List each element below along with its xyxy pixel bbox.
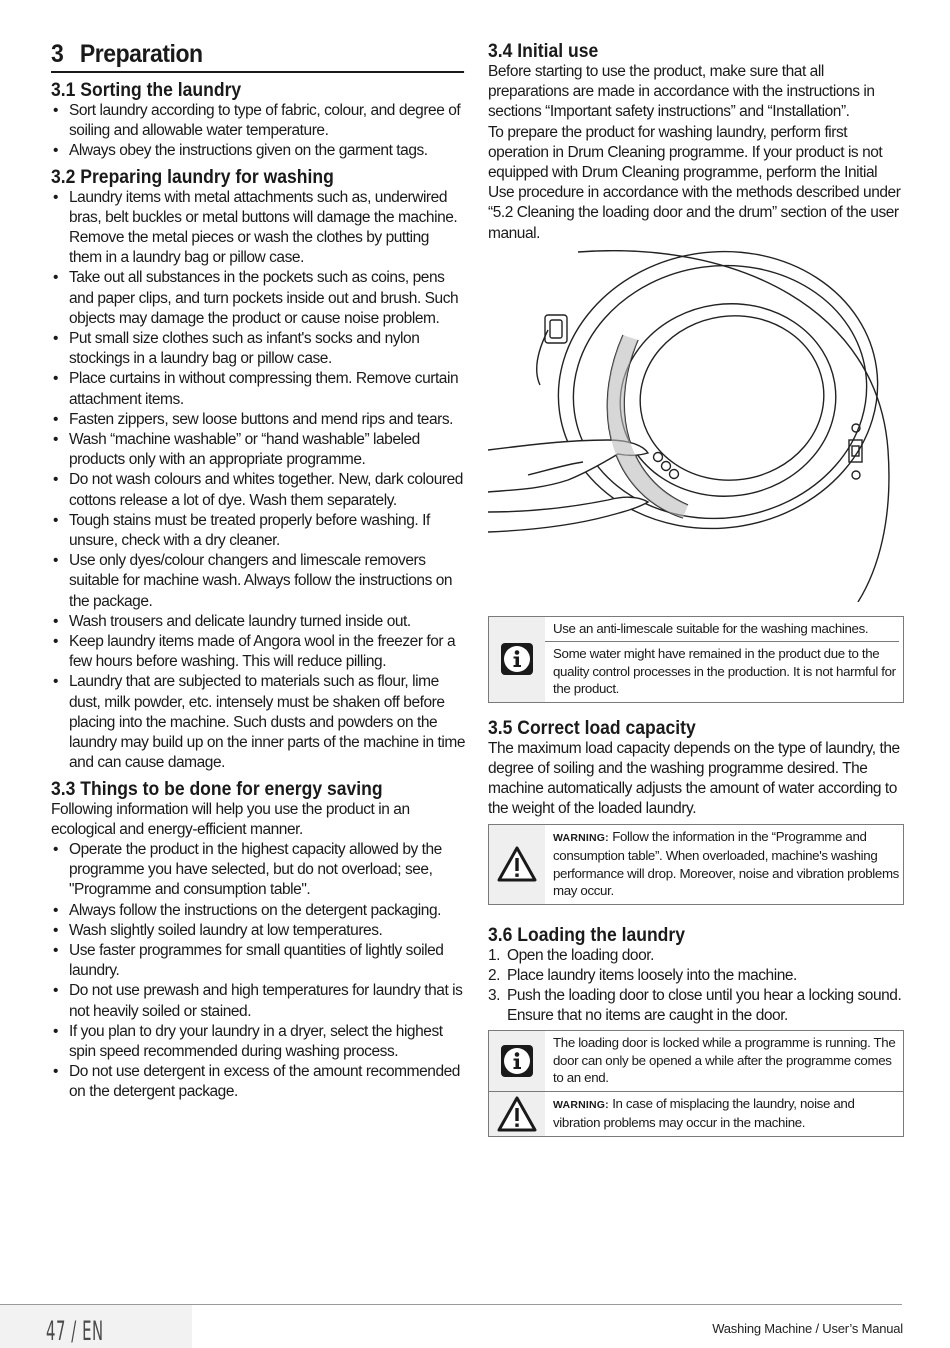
list-item: • Always obey the instructions given on the garment tags.: [51, 141, 465, 161]
chapter-heading: [51, 40, 464, 73]
list-item: • Put small size clothes such as infant's socks and nylon stockings in a laundry bag or pillow case.: [51, 329, 465, 369]
list-item: • Laundry items with metal attachments such as, underwired bras, belt buckles or metal buttons will damage the machine. Remove the metal pieces or wash the clothes by putting them in a laundry bag or pillow case.: [51, 188, 465, 269]
step-item: [488, 986, 904, 1026]
list-item: • Wash trousers and delicate laundry turned inside out.: [51, 612, 465, 632]
list-item: • Always follow the instructions on the detergent packaging.: [51, 901, 465, 921]
warning-box-loading: [488, 1091, 904, 1137]
info-note-1: Use an anti-limescale suitable for the washing machines.: [553, 620, 869, 636]
list-item: • Do not wash colours and whites together. New, dark coloured cottons release a lot of dye. Wash them separately.: [51, 470, 465, 510]
info-note-box: [488, 616, 904, 703]
step-item: [488, 946, 904, 966]
chapter-number: 3: [51, 40, 64, 68]
section-3-2-title: 3.2 Preparing laundry for washing: [51, 165, 334, 188]
section-3-1-list: [51, 101, 465, 162]
section-3-3-intro: Following information will help you use the product in an ecological and energy-efficient manner.: [51, 800, 410, 838]
section-3-3-list: [51, 840, 465, 1103]
list-item: • Wash slightly soiled laundry at low temperatures.: [51, 921, 465, 941]
left-column: [51, 40, 465, 1103]
chapter-title: Preparation: [79, 40, 203, 68]
list-item: • Do not use prewash and high temperatures for laundry that is not heavily soiled or stained.: [51, 981, 465, 1021]
section-3-6-steps: [488, 946, 904, 1027]
section-3-4-para-2: To prepare the product for washing laundry, perform first operation in Drum Cleaning programme. If your product is not equipped with Drum Cleaning programme, perform the Initial Use procedure in accordance with the methods described under “5.2 Cleaning the loading door and the drum” section of the user manual.: [488, 123, 901, 242]
list-item: • Do not use detergent in excess of the amount recommended on the detergent package.: [51, 1062, 465, 1102]
warning-icon: [497, 846, 537, 882]
info-icon-cell: [489, 1031, 545, 1091]
washing-machine-door-illustration: [488, 250, 904, 602]
warning-label: WARNING:: [553, 1098, 609, 1111]
step-text: Open the loading door.: [507, 946, 654, 964]
warning-icon-cell: [489, 825, 545, 904]
door-illustration-svg: [488, 250, 904, 602]
warning-icon-cell: [489, 1092, 545, 1136]
step-item: [488, 966, 904, 986]
section-3-3-title: 3.3 Things to be done for energy saving: [51, 777, 383, 800]
section-3-4-para-1: Before starting to use the product, make sure that all preparations are made in accordance with the instructions in sections “Important safety instructions” and “Installation”.: [488, 63, 875, 121]
step-number: 2.: [488, 966, 501, 984]
list-item: • Operate the product in the highest capacity allowed by the programme you have selected, but do not overload; see, "Programme and consumption table".: [51, 840, 465, 901]
info-note-box-door: [488, 1030, 904, 1092]
list-item: • Sort laundry according to type of fabric, colour, and degree of soiling and allowable water temperature.: [51, 101, 465, 141]
step-number: 1.: [488, 946, 501, 964]
list-item: • Use only dyes/colour changers and limescale removers suitable for machine wash. Always follow the instructions on the package.: [51, 551, 465, 612]
section-3-4-title: 3.4 Initial use: [488, 40, 599, 62]
list-item: • Fasten zippers, sew loose buttons and mend rips and tears.: [51, 410, 465, 430]
section-3-1-title: 3.1 Sorting the laundry: [51, 79, 242, 101]
list-item: • Tough stains must be treated properly before washing. If unsure, check with a dry cleaner.: [51, 511, 465, 551]
list-item: • Laundry that are subjected to materials such as flour, lime dust, milk powder, etc. intensely must be shaken off before placing into the machine. Such dusts and powders on the laundry may build up on the inner parts of the machine in time and can cause damage.: [51, 672, 465, 773]
step-number: 3.: [488, 987, 501, 1005]
section-3-2-list: [51, 188, 465, 774]
list-item: • Place curtains in without compressing them. Remove curtain attachment items.: [51, 369, 465, 409]
list-item: • Use faster programmes for small quantities of lightly soiled laundry.: [51, 941, 465, 981]
section-3-5-para: The maximum load capacity depends on the type of laundry, the degree of soiling and the washing programme desired. The machine automatically adjusts the amount of water according to the weight of the loaded laundry.: [488, 739, 900, 818]
warning-icon: [497, 1096, 537, 1132]
step-text: Push the loading door to close until you hear a locking sound. Ensure that no items are caught in the door.: [507, 987, 902, 1025]
step-text: Place laundry items loosely into the machine.: [507, 966, 797, 984]
warning-text-load: Follow the information in the “Programme and consumption table”. When overloaded, machine's washing performance will drop. Moreover, noise and vibration problems may occur.: [553, 828, 899, 899]
info-icon: [500, 1044, 534, 1078]
page-number: 47 / EN: [46, 1316, 104, 1347]
right-column: [488, 40, 904, 1147]
list-item: • Take out all substances in the pockets such as coins, pens and paper clips, and turn pockets inside out and brush. Such objects may damage the product or cause noise problem.: [51, 268, 465, 329]
info-note-door: The loading door is locked while a programme is running. The door can only be opened a while after the programme comes to an end.: [553, 1035, 896, 1086]
warning-label: WARNING:: [553, 831, 609, 844]
list-item: • Wash “machine washable” or “hand washable” labeled products only with an appropriate programme.: [51, 430, 465, 470]
info-icon: [500, 642, 534, 676]
warning-box-load: [488, 824, 904, 905]
info-icon-cell: [489, 617, 545, 702]
section-3-5-title: 3.5 Correct load capacity: [488, 716, 696, 739]
list-item: • If you plan to dry your laundry in a dryer, select the highest spin speed recommended during washing process.: [51, 1022, 465, 1062]
info-note-2: Some water might have remained in the product due to the quality control processes in the production. It is not harmful for the product.: [545, 641, 899, 698]
list-item: • Keep laundry items made of Angora wool in the freezer for a few hours before washing. This will reduce pilling.: [51, 632, 465, 672]
section-3-6-title: 3.6 Loading the laundry: [488, 923, 685, 946]
footer-title: Washing Machine / User’s Manual: [712, 1321, 903, 1336]
warning-text-loading: In case of misplacing the laundry, noise and vibration problems may occur in the machine.: [553, 1095, 855, 1131]
